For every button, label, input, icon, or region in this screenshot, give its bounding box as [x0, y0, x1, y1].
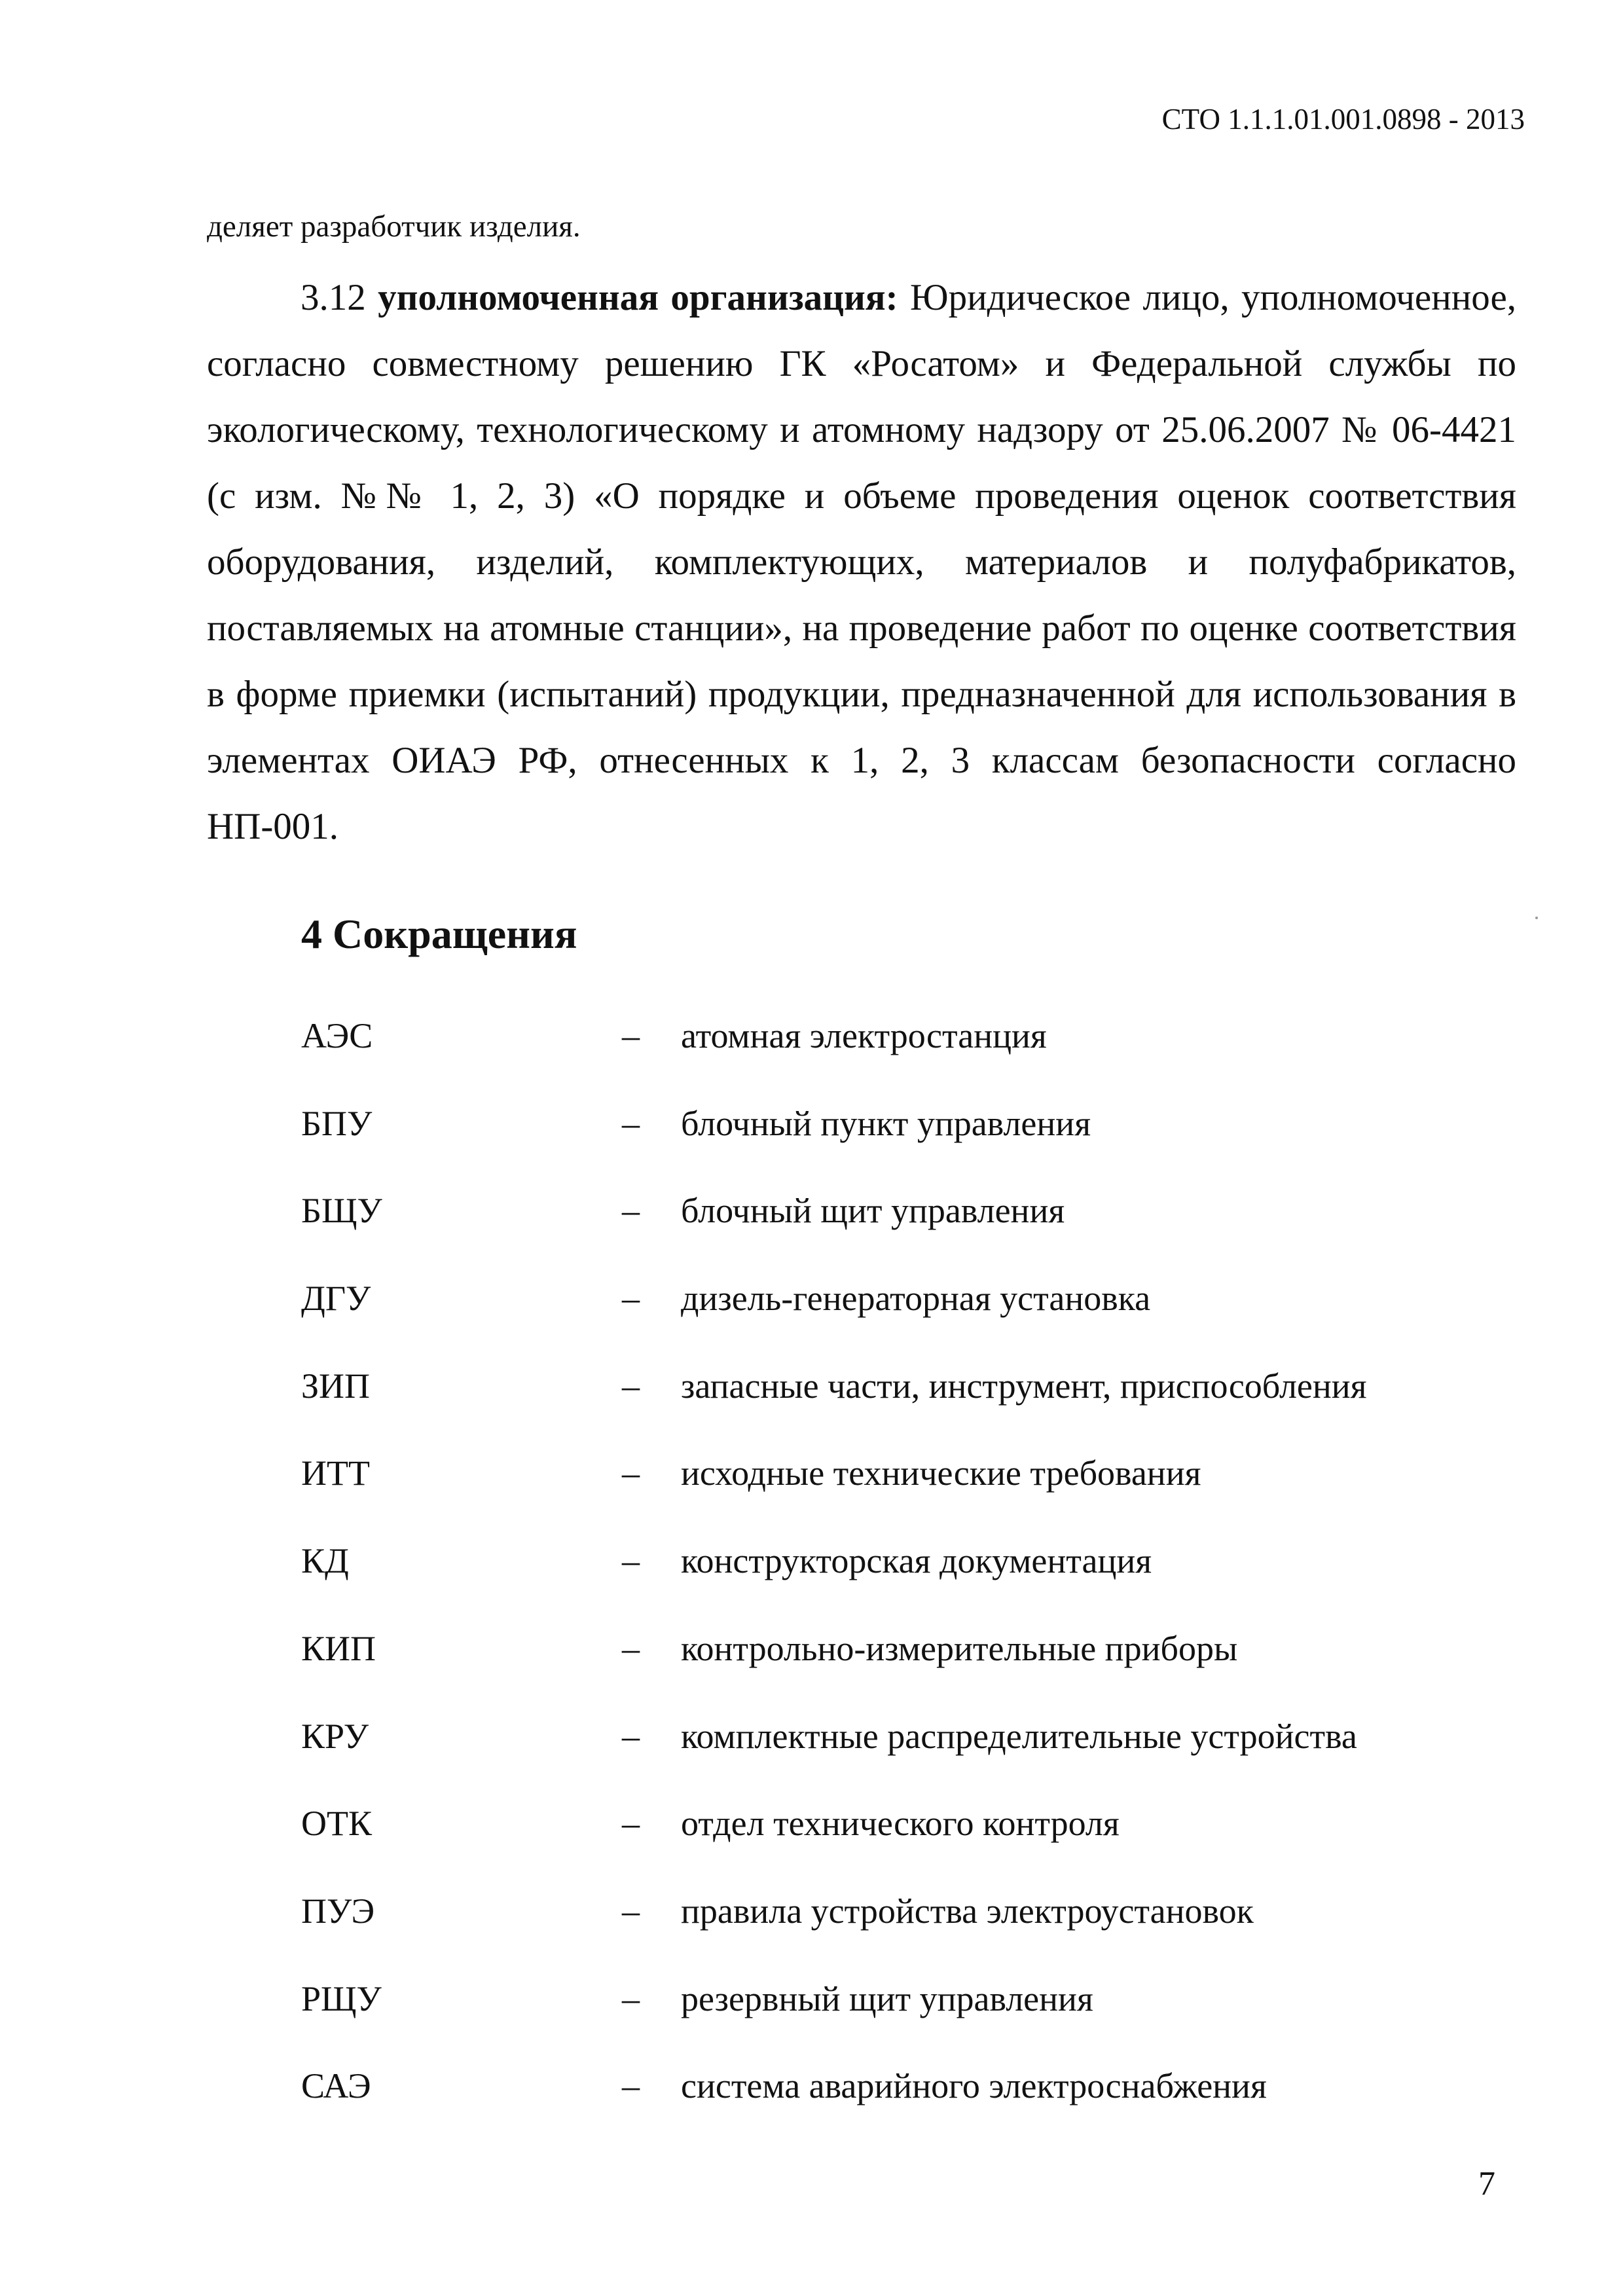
abbreviation-definition: отдел технического контроля — [681, 1804, 1120, 1844]
abbreviation-dash: – — [622, 1628, 640, 1668]
abbreviation-definition: запасные части, инструмент, приспособления — [681, 1366, 1367, 1406]
section-heading: 4 Сокращения — [301, 911, 577, 957]
page-number: 7 — [1478, 2165, 1495, 2202]
clause-text: Юридическое лицо, уполномоченное, согласно совместному решению ГК «Росатом» и Федеральной службы по экологическому, технологическому и атомному надзору от 25.06.2007 № 06-4421 (с изм. №№ 1, 2, 3) «О порядке и объеме проведения оценок соответствия оборудования, изделий, комплектующих, материалов и полуфабрикатов, поставляемых на атомные станции», на проведение работ по оценке соответствия в форме приемки (испытаний) продукции, предназначенной для использования в элементах ОИАЭ РФ, отнесенных к 1, 2, 3 классам безопасности согласно НП-001. — [207, 277, 1516, 847]
abbreviation-definition: резервный щит управления — [681, 1978, 1093, 2018]
abbreviation-definition: комплектные распределительные устройства — [681, 1716, 1357, 1756]
abbreviation-code: КРУ — [301, 1716, 369, 1756]
abbreviation-list — [301, 1018, 1480, 2156]
abbreviation-code: ИТТ — [301, 1453, 370, 1493]
abbreviation-code: РЩУ — [301, 1978, 382, 2018]
abbreviation-definition: контрольно-измерительные приборы — [681, 1628, 1238, 1668]
abbreviation-row — [301, 1281, 1480, 1368]
abbreviation-dash: – — [622, 1016, 640, 1055]
abbreviation-dash: – — [622, 2066, 640, 2106]
abbreviation-dash: – — [622, 1103, 640, 1143]
abbreviation-dash: – — [622, 1191, 640, 1231]
abbreviation-row — [301, 1716, 1480, 1806]
abbreviation-code: ОТК — [301, 1804, 372, 1844]
abbreviation-dash: – — [622, 1453, 640, 1493]
clause-paragraph — [207, 264, 1516, 860]
abbreviation-row — [301, 1806, 1480, 1893]
abbreviation-row — [301, 1368, 1480, 1456]
document-code: СТО 1.1.1.01.001.0898 - 2013 — [1161, 103, 1525, 136]
abbreviation-code: КД — [301, 1541, 349, 1581]
abbreviation-row — [301, 1018, 1480, 1106]
abbreviation-row — [301, 1543, 1480, 1631]
abbreviation-code: ЗИП — [301, 1366, 371, 1406]
abbreviation-code: БПУ — [301, 1103, 373, 1143]
abbreviation-row — [301, 1978, 1480, 2069]
abbreviation-row — [301, 2068, 1480, 2156]
abbreviation-dash: – — [622, 1541, 640, 1581]
abbreviation-row — [301, 1455, 1480, 1543]
abbreviation-row — [301, 1628, 1480, 1719]
abbreviation-code: ДГУ — [301, 1279, 371, 1319]
abbreviation-definition: правила устройства электроустановок — [681, 1891, 1254, 1931]
abbreviation-row — [301, 1103, 1480, 1194]
abbreviation-dash: – — [622, 1716, 640, 1756]
abbreviation-definition: блочный пункт управления — [681, 1103, 1091, 1143]
abbreviation-row — [301, 1193, 1480, 1281]
abbreviation-definition: атомная электростанция — [681, 1016, 1047, 1055]
abbreviation-definition: блочный щит управления — [681, 1191, 1065, 1231]
scan-speck — [1535, 917, 1538, 919]
abbreviation-dash: – — [622, 1279, 640, 1319]
abbreviation-code: САЭ — [301, 2066, 371, 2106]
abbreviation-row — [301, 1893, 1480, 1981]
abbreviation-code: КИП — [301, 1628, 376, 1668]
abbreviation-definition: система аварийного электроснабжения — [681, 2066, 1267, 2106]
clause-term: уполномоченная организация: — [378, 277, 898, 318]
continued-text: деляет разработчик изделия. — [207, 210, 581, 244]
abbreviation-definition: конструкторская документация — [681, 1541, 1152, 1581]
abbreviation-dash: – — [622, 1891, 640, 1931]
abbreviation-code: ПУЭ — [301, 1891, 375, 1931]
abbreviation-code: БЩУ — [301, 1191, 382, 1231]
clause-number: 3.12 — [301, 277, 366, 318]
abbreviation-definition: исходные технические требования — [681, 1453, 1201, 1493]
abbreviation-dash: – — [622, 1978, 640, 2018]
abbreviation-definition: дизель-генераторная установка — [681, 1279, 1151, 1319]
abbreviation-code: АЭС — [301, 1016, 373, 1055]
abbreviation-dash: – — [622, 1366, 640, 1406]
abbreviation-dash: – — [622, 1804, 640, 1844]
